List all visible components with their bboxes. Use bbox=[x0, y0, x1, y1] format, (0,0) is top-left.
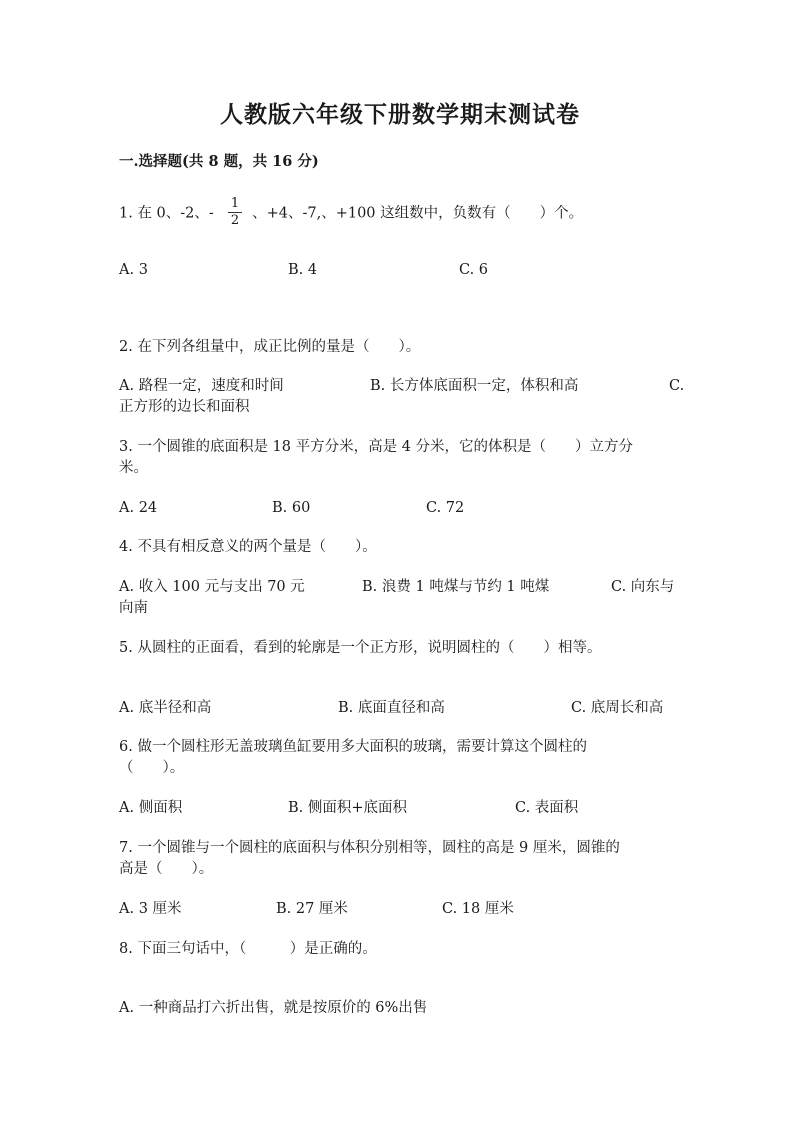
question-2-option-b: B. 长方体底面积一定，体积和高 bbox=[370, 378, 579, 394]
question-6-option-c: C. 表面积 bbox=[515, 800, 579, 816]
question-4: 4. 不具有相反意义的两个量是（ ）。 bbox=[119, 539, 377, 555]
question-5: 5. 从圆柱的正面看，看到的轮廓是一个正方形，说明圆柱的（ ）相等。 bbox=[119, 640, 602, 656]
question-7-line-2: 高是（ ）。 bbox=[119, 861, 214, 877]
question-7-option-c: C. 18 厘米 bbox=[442, 901, 514, 917]
question-8: 8. 下面三句话中，（ ）是正确的。 bbox=[119, 941, 377, 957]
question-5-option-c: C. 底周长和高 bbox=[571, 700, 664, 716]
fraction-one-half bbox=[228, 196, 242, 229]
question-1-option-b: B. 4 bbox=[288, 262, 318, 278]
question-2-option-c-continued: 正方形的边长和面积 bbox=[119, 399, 250, 415]
question-4-option-b: B. 浪费 1 吨煤与节约 1 吨煤 bbox=[362, 579, 550, 595]
question-1-text-pre: 1. 在 0、-2、- bbox=[119, 205, 214, 222]
exam-title: 人教版六年级下册数学期末测试卷 bbox=[220, 101, 580, 128]
question-3-line-2: 米。 bbox=[119, 460, 148, 476]
question-6-option-a: A. 侧面积 bbox=[119, 800, 183, 816]
question-3-option-a: A. 24 bbox=[119, 500, 158, 516]
question-2-option-c: C. bbox=[669, 378, 685, 394]
question-1 bbox=[119, 197, 583, 230]
question-5-option-a: A. 底半径和高 bbox=[119, 700, 212, 716]
question-6-line-1: 6. 做一个圆柱形无盖玻璃鱼缸要用多大面积的玻璃，需要计算这个圆柱的 bbox=[119, 739, 587, 755]
question-7-option-a: A. 3 厘米 bbox=[119, 901, 182, 917]
question-1-option-c: C. 6 bbox=[459, 262, 489, 278]
question-4-option-a: A. 收入 100 元与支出 70 元 bbox=[119, 579, 305, 595]
question-2-option-a: A. 路程一定，速度和时间 bbox=[119, 378, 284, 394]
question-8-option-a: A. 一种商品打六折出售，就是按原价的 6%出售 bbox=[119, 1000, 428, 1016]
question-4-option-c: C. 向东与 bbox=[611, 579, 675, 595]
question-1-text-post: 、+4、-7,、+100 这组数中，负数有（ ）个。 bbox=[252, 205, 584, 222]
question-2: 2. 在下列各组量中，成正比例的量是（ ）。 bbox=[119, 339, 421, 355]
fraction-numerator: 1 bbox=[228, 196, 242, 213]
question-1-option-a: A. 3 bbox=[119, 262, 148, 278]
question-4-option-c-continued: 向南 bbox=[119, 600, 148, 616]
fraction-denominator: 2 bbox=[230, 213, 240, 228]
question-7-line-1: 7. 一个圆锥与一个圆柱的底面积与体积分别相等，圆柱的高是 9 厘米，圆锥的 bbox=[119, 840, 620, 856]
question-3-line-1: 3. 一个圆锥的底面积是 18 平方分米，高是 4 分米，它的体积是（ ）立方分 bbox=[119, 439, 634, 455]
section-heading: 一.选择题(共 8 题，共 16 分) bbox=[119, 153, 319, 170]
question-7-option-b: B. 27 厘米 bbox=[276, 901, 348, 917]
question-3-option-b: B. 60 bbox=[272, 500, 311, 516]
question-6-option-b: B. 侧面积+底面积 bbox=[288, 800, 408, 816]
question-6-line-2: （ ）。 bbox=[119, 760, 185, 776]
question-3-option-c: C. 72 bbox=[426, 500, 465, 516]
question-5-option-b: B. 底面直径和高 bbox=[338, 700, 445, 716]
